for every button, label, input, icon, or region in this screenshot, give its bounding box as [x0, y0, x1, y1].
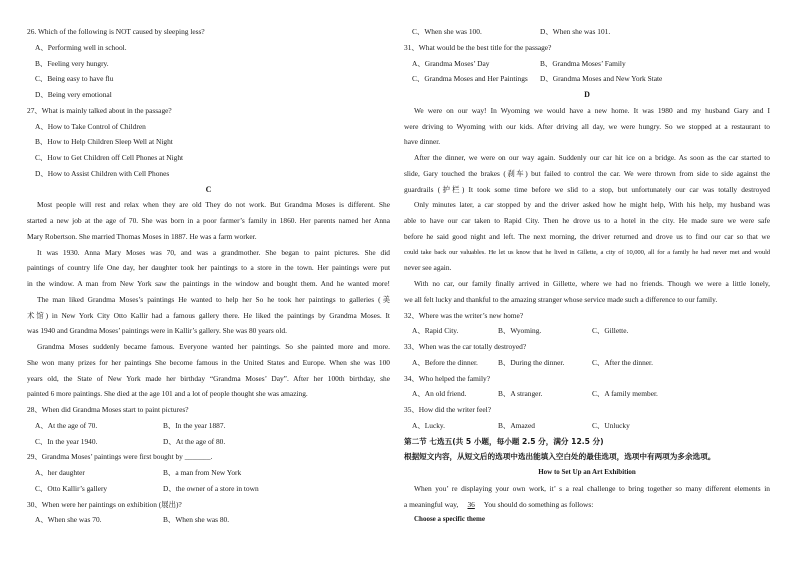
question-33-option-b: B、During the dinner. — [498, 357, 565, 367]
passage-c-line: Grandma Moses suddenly became famous. Everyone wanted her paintings. So she painted more and more. — [37, 342, 390, 351]
question-30-options-row-2 — [404, 24, 770, 40]
passage-d-line: With no car, our family finally arrived in Gillette, where we had no friends. Though we were a little lonely, — [414, 279, 770, 288]
passage-c-heading: C — [205, 184, 212, 194]
question-30-option-d: D、When she was 101. — [540, 27, 611, 36]
question-35-option-c: C、Unlucky — [592, 420, 630, 430]
question-34-options — [404, 386, 770, 402]
question-28-stem: 28、When did Grandma Moses start to paint pictures? — [27, 405, 189, 414]
passage-c-line: It was 1930. Anna Mary Moses was 70, and was a grandmother. She began to paint pictures. She did — [37, 247, 390, 257]
article-line: When you’ re displaying your own work, it’ s a real challenge to bring together so many different elements in — [414, 483, 770, 493]
question-32-option-c: C、Gillette. — [592, 326, 629, 336]
passage-d-heading: D — [584, 90, 590, 99]
passage-d-line: never see again. — [404, 263, 452, 273]
question-29-options-row-1 — [27, 465, 390, 481]
passage-c-line: She won many prizes for her paintings She become famous in the United States and Europe. When she was 100 — [27, 357, 390, 367]
question-29-option-a: A、her daughter — [35, 468, 85, 477]
passage-c-line: was 1940 and Grandma Moses’ paintings were in Kallir’s gallery. She was 80 years old. — [27, 326, 287, 336]
passage-d-line: before he said good night and left. The next morning, the driver returned and drove us to find our car so that we — [404, 231, 770, 241]
question-28-option-b: B、In the year 1887. — [163, 420, 226, 430]
question-33-options — [404, 355, 770, 371]
question-34-option-c: C、A family member. — [592, 389, 658, 399]
question-34-option-b: B、A stranger. — [498, 389, 543, 399]
question-31-stem: 31、What would be the best title for the passage? — [404, 42, 552, 52]
question-33-option-a: A、Before the dinner. — [412, 357, 478, 367]
question-26-option-a: A、Performing well in school. — [35, 42, 127, 52]
question-31-option-b: B、Grandma Moses’ Family — [540, 58, 626, 68]
article-title: How to Set Up an Art Exhibition — [538, 468, 636, 476]
question-27-option-b: B、How to Help Children Sleep Well at Night — [35, 137, 173, 147]
passage-c-line: years old, the State of New York made her birthday “Grandma Moses’ Day”. After her 100th birthday, she — [27, 373, 390, 383]
question-32-option-a: A、Rapid City. — [412, 326, 459, 336]
right-column — [404, 24, 770, 528]
question-30-stem: 30、When were her paintings on exhibition (展出)? — [27, 499, 182, 509]
question-28-option-c: C、In the year 1940. — [35, 436, 98, 446]
passage-c-line: painted 6 more paintings. She died at the age 101 and a lot of people thought she was amazing. — [27, 389, 308, 399]
section-2-heading: 第二节 七选五(共 5 小题，每小题 2.5 分，满分 12.5 分) — [404, 436, 604, 446]
question-31-option-c: C、Grandma Moses and Her Paintings — [412, 74, 528, 84]
question-35-option-b: B、Amazed — [498, 420, 535, 430]
question-26-stem: 26. Which of the following is NOT caused by sleeping less? — [27, 27, 205, 36]
question-30-option-c: C、When she was 100. — [412, 27, 482, 36]
section-2-instruction: 根据短文内容，从短文后的选项中选出能填入空白处的最佳选项，选项中有两项为多余选项。 — [404, 452, 716, 462]
article-text: You should do something as follows: — [482, 499, 594, 509]
question-29-options-row-2 — [27, 481, 390, 497]
article-subheading: Choose a specific theme — [414, 515, 485, 524]
question-29-option-b: B、a man from New York — [163, 468, 242, 477]
passage-c-line: started a new job at the age of 70. She was born in a poor farmer’s family in 1860. Her parents named her Anna — [27, 216, 390, 225]
question-29-stem: 29、Grandma Moses’ paintings were first bought by _______. — [27, 452, 213, 462]
passage-d-line: we all felt lucky and thankful to the amazing stranger whose service made such a difference to our family. — [404, 294, 718, 304]
question-30-options-row-1 — [27, 512, 390, 528]
passage-d-line: Only minutes later, a car stopped by and the driver asked how he might help, With his help, my husband was — [414, 200, 770, 210]
question-28-options-row-1 — [27, 418, 390, 434]
passage-d-line: able to have our car taken to Rapid City. Then he drove us to a hotel in the city. He made sure we were safe — [404, 216, 770, 225]
question-30-option-b: B、When she was 80. — [163, 515, 230, 525]
question-31-option-a: A、Grandma Moses’ Day — [412, 58, 490, 68]
question-32-options — [404, 323, 770, 339]
question-27-option-a: A、How to Take Control of Children — [35, 121, 146, 131]
passage-d-line: could take back our valuables. He let us know that he lived in Gillette, a city of 10,000, all for a family he had never met and would — [404, 248, 770, 256]
question-35-option-a: A、Lucky. — [412, 420, 445, 430]
passage-d-line: were driving to Wyoming with our kids. After driving all day, we were hungry. So we stopped at a restaurant to — [404, 121, 770, 131]
question-31-options-row-2 — [404, 71, 770, 87]
question-31-options-row-1 — [404, 56, 770, 72]
question-32-option-b: B、Wyoming. — [498, 326, 542, 336]
question-28-option-a: A、At the age of 70. — [35, 420, 98, 430]
passage-d-line: have dinner. — [404, 137, 441, 147]
article-line-with-blank — [404, 497, 770, 513]
left-column — [27, 24, 390, 528]
question-31-option-d: D、Grandma Moses and New York State — [540, 74, 663, 84]
passage-c-line: in the window. A man from New York saw the paintings in the window and bought them. And he wanted more! — [27, 279, 390, 288]
article-text: a meaningful way, — [404, 499, 461, 509]
question-35-stem: 35、How did the writer feel? — [404, 405, 492, 414]
question-28-options-row-2 — [27, 434, 390, 450]
passage-c-line: Mary Robertson. She married Thomas Moses in 1887. He was a farm worker. — [27, 231, 257, 241]
question-27-option-c: C、How to Get Children off Cell Phones at Night — [35, 153, 184, 162]
passage-d-line: We were on our way! In Wyoming we would have a new home. It was 1980 and my husband Gary and I — [414, 105, 770, 115]
blank-36: 36 — [467, 499, 475, 509]
question-26-option-b: B、Feeling very hungry. — [35, 58, 109, 68]
question-34-option-a: A、An old friend. — [412, 389, 467, 399]
question-27-option-d: D、How to Assist Children with Cell Phones — [35, 168, 170, 178]
question-33-option-c: C、After the dinner. — [592, 357, 653, 367]
passage-c-line: paintings of country life One day, her daughter took her paintings to a store in the town. Her paintings were put — [27, 263, 390, 273]
question-29-option-d: D、the owner of a store in town — [163, 483, 259, 493]
passage-c-line: The man liked Grandma Moses’s paintings He wanted to help her So he took her paintings to galleries (美 — [37, 294, 390, 304]
question-29-option-c: C、Otto Kallir’s gallery — [35, 483, 108, 493]
passage-d-line: After the dinner, we were on our way again. Suddenly our car hit ice on a bridge. As soon as the car started to — [414, 153, 770, 162]
passage-c-line: Most people will rest and relax when they are old They do not work. But Grandma Moses is different. She — [37, 200, 390, 210]
question-28-option-d: D、At the age of 80. — [163, 436, 226, 446]
question-27-stem: 27、What is mainly talked about in the passage? — [27, 105, 172, 115]
question-26-option-c: C、Being easy to have flu — [35, 74, 114, 84]
question-33-stem: 33、When was the car totally destroyed? — [404, 342, 527, 351]
passage-d-line: guardrails (护栏) It took some time before we slid to a stop, but unfortunately our car was totally destroyed — [404, 184, 770, 194]
question-26-option-d: D、Being very emotional — [35, 90, 112, 99]
question-30-option-a: A、When she was 70. — [35, 515, 102, 525]
question-32-stem: 32、Where was the writer’s new home? — [404, 310, 524, 320]
passage-c-line: 术馆) in New York City Otto Kallir had a famous gallery there. He liked the paintings by Grandma Moses. It — [27, 310, 390, 320]
question-35-options — [404, 418, 770, 434]
question-34-stem: 34、Who helped the family? — [404, 373, 490, 383]
passage-d-line: slide, Gary touched the brakes (刹车) but failed to control the car. We were thrown from side to side against the — [404, 168, 770, 178]
